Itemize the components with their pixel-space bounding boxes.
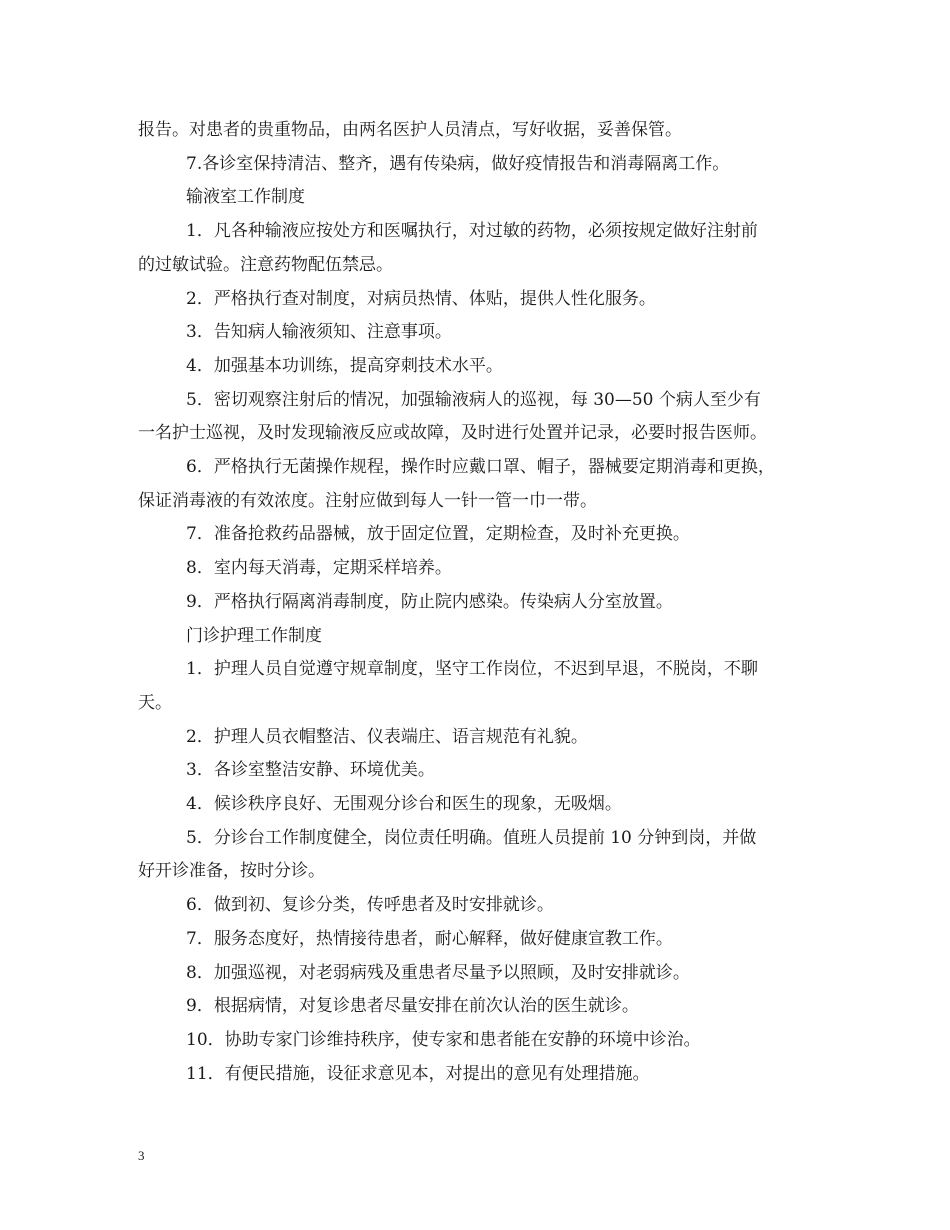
text-line: 7．准备抢救药品器械，放于固定位置，定期检查，及时补充更换。: [186, 524, 690, 545]
document-body: [138, 114, 818, 1091]
text-line: 1．凡各种输液应按处方和医嘱执行，对过敏的药物，必须按规定做好注射前: [186, 221, 758, 242]
text-line: 3．告知病人输液须知、注意事项。: [186, 322, 452, 343]
text-line: 7．服务态度好，热情接待患者，耐心解释，做好健康宣教工作。: [186, 928, 673, 949]
text-line: 9．严格执行隔离消毒制度，防止院内感染。传染病人分室放置。: [186, 591, 673, 612]
text-line: 9．根据病情，对复诊患者尽量安排在前次认治的医生就诊。: [186, 996, 639, 1017]
text-line: 7.各诊室保持清洁、整齐，遇有传染病，做好疫情报告和消毒隔离工作。: [186, 153, 730, 174]
text-line: 10．协助专家门诊维持秩序，使专家和患者能在安静的环境中诊治。: [186, 1029, 701, 1050]
text-line: 6．做到初、复诊分类，传呼患者及时安排就诊。: [186, 895, 554, 916]
text-line: 1．护理人员自觉遵守规章制度，坚守工作岗位，不迟到早退，不脱岗，不聊: [186, 659, 758, 680]
text-line: 5．分诊台工作制度健全，岗位责任明确。值班人员提前 10 分钟到岗，并做: [186, 827, 757, 848]
text-line: 3．各诊室整洁安静、环境优美。: [186, 760, 435, 781]
text-line: 的过敏试验。注意药物配伍禁忌。: [138, 254, 393, 275]
text-line: 8．加强巡视，对老弱病残及重患者尽量予以照顾，及时安排就诊。: [186, 962, 690, 983]
text-line: 好开诊准备，按时分诊。: [138, 861, 325, 882]
text-line: 2．护理人员衣帽整洁、仪表端庄、语言规范有礼貌。: [186, 726, 588, 747]
text-line: 门诊护理工作制度: [186, 625, 322, 646]
text-line: 保证消毒液的有效浓度。注射应做到每人一针一管一巾一带。: [138, 490, 597, 511]
text-line: 报告。对患者的贵重物品，由两名医护人员清点，写好收据，妥善保管。: [138, 120, 682, 140]
text-line: 5．密切观察注射后的情况，加强输液病人的巡视，每 30—50 个病人至少有: [186, 389, 761, 410]
text-line: 一名护士巡视，及时发现输液反应或故障，及时进行处置并记录，必要时报告医师。: [138, 423, 767, 444]
text-line: 8．室内每天消毒，定期采样培养。: [186, 558, 452, 579]
text-line: 11．有便民措施，设征求意见本，对提出的意见有处理措施。: [186, 1063, 650, 1084]
text-line: 天。: [138, 692, 172, 713]
text-line: 输液室工作制度: [186, 187, 305, 208]
page-number: 3: [138, 1148, 145, 1163]
text-line: 2．严格执行查对制度，对病员热情、体贴，提供人性化服务。: [186, 288, 656, 309]
text-line: 4．加强基本功训练，提高穿刺技术水平。: [186, 355, 503, 376]
text-line: 4．候诊秩序良好、无围观分诊台和医生的现象，无吸烟。: [186, 794, 622, 815]
text-line: 6．严格执行无菌操作规程，操作时应戴口罩、帽子，器械要定期消毒和更换，: [186, 457, 775, 478]
